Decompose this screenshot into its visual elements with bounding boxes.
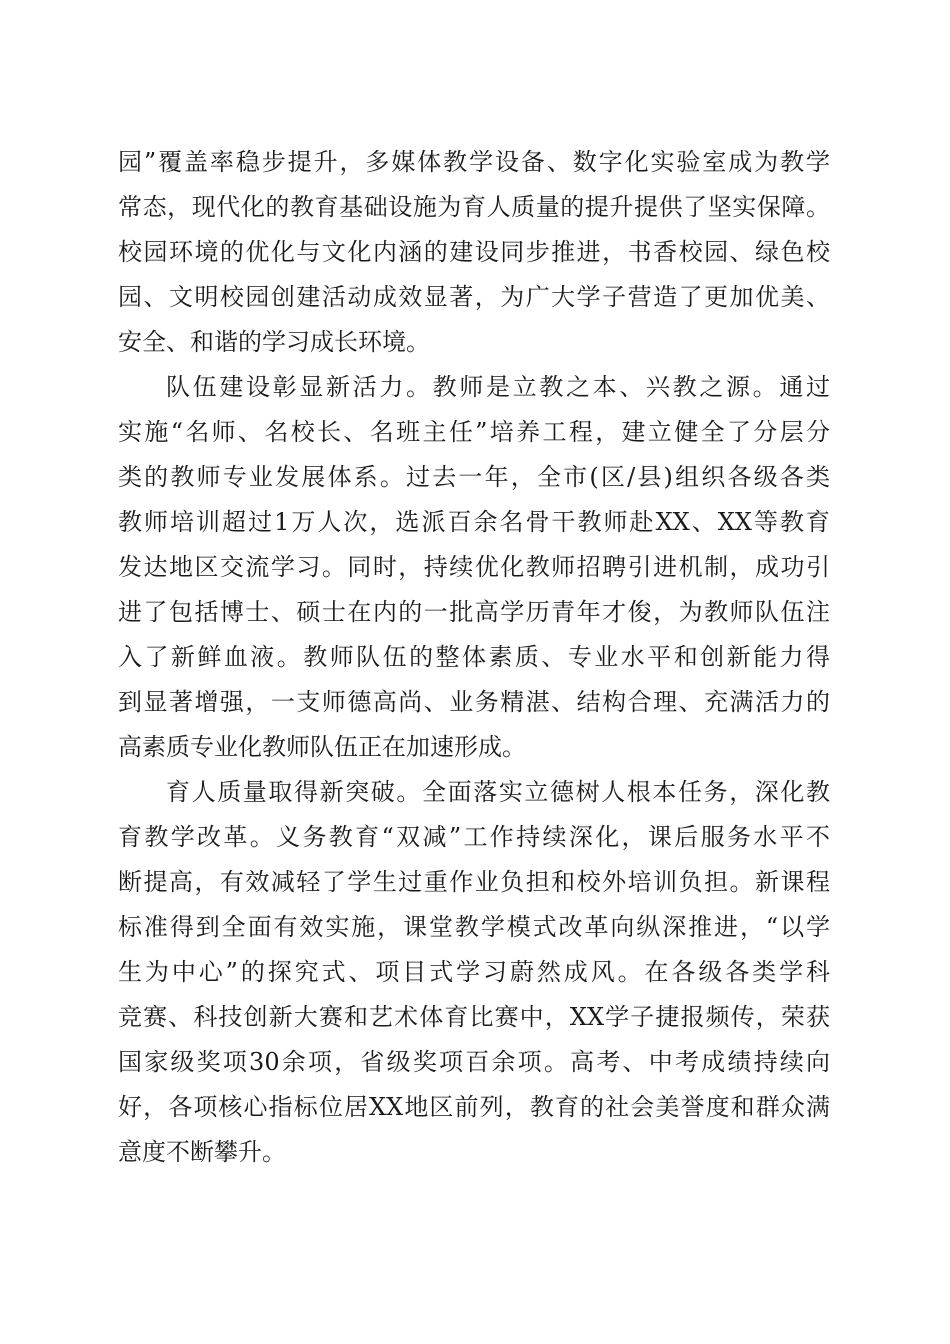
text-line: 入了新鲜血液。教师队伍的整体素质、专业水平和创新能力得 xyxy=(118,643,830,671)
text-line: 进了包括博士、硕士在内的一批高学历青年才俊，为教师队伍注 xyxy=(118,598,830,626)
text-line: 到显著增强，一支师德高尚、业务精湛、结构合理、充满活力的 xyxy=(118,688,830,716)
text-line: 校园环境的优化与文化内涵的建设同步推进，书香校园、绿色校 xyxy=(118,238,830,266)
text-line: 标准得到全面有效实施，课堂教学模式改革向纵深推进，“以学 xyxy=(118,913,830,941)
text-line: 教师培训超过1万人次，选派百余名骨干教师赴XX、XX等教育 xyxy=(118,508,830,536)
paragraph-continuation xyxy=(118,140,830,365)
text-line: 断提高，有效减轻了学生过重作业负担和校外培训负担。新课程 xyxy=(118,868,830,896)
text-line: 国家级奖项30余项，省级奖项百余项。高考、中考成绩持续向 xyxy=(118,1048,830,1076)
text-line: 高素质专业化教师队伍正在加速形成。 xyxy=(118,733,526,761)
text-line: 育教学改革。义务教育“双减”工作持续深化，课后服务水平不 xyxy=(118,823,830,851)
text-line: 竞赛、科技创新大赛和艺术体育比赛中，XX学子捷报频传，荣获 xyxy=(118,1003,830,1031)
text-line: 发达地区交流学习。同时，持续优化教师招聘引进机制，成功引 xyxy=(118,553,830,581)
paragraph-team-building xyxy=(118,365,830,770)
text-line: 队伍建设彰显新活力。教师是立教之本、兴教之源。通过 xyxy=(166,373,830,401)
text-line: 园”覆盖率稳步提升，多媒体教学设备、数字化实验室成为教学 xyxy=(118,148,830,176)
text-line: 园、文明校园创建活动成效显著，为广大学子营造了更加优美、 xyxy=(118,283,830,311)
text-line: 意度不断攀升。 xyxy=(118,1138,286,1166)
text-line: 生为中心”的探究式、项目式学习蔚然成风。在各级各类学科 xyxy=(118,958,830,986)
text-line: 好，各项核心指标位居XX地区前列，教育的社会美誉度和群众满 xyxy=(118,1093,830,1121)
paragraph-education-quality xyxy=(118,770,830,1175)
text-line: 实施“名师、名校长、名班主任”培养工程，建立健全了分层分 xyxy=(118,418,830,446)
text-line: 类的教师专业发展体系。过去一年，全市(区/县)组织各级各类 xyxy=(118,463,830,491)
text-line: 常态，现代化的教育基础设施为育人质量的提升提供了坚实保障。 xyxy=(118,193,830,221)
text-line: 安全、和谐的学习成长环境。 xyxy=(118,328,430,356)
text-line: 育人质量取得新突破。全面落实立德树人根本任务，深化教 xyxy=(166,778,830,806)
document-body xyxy=(118,140,830,1175)
